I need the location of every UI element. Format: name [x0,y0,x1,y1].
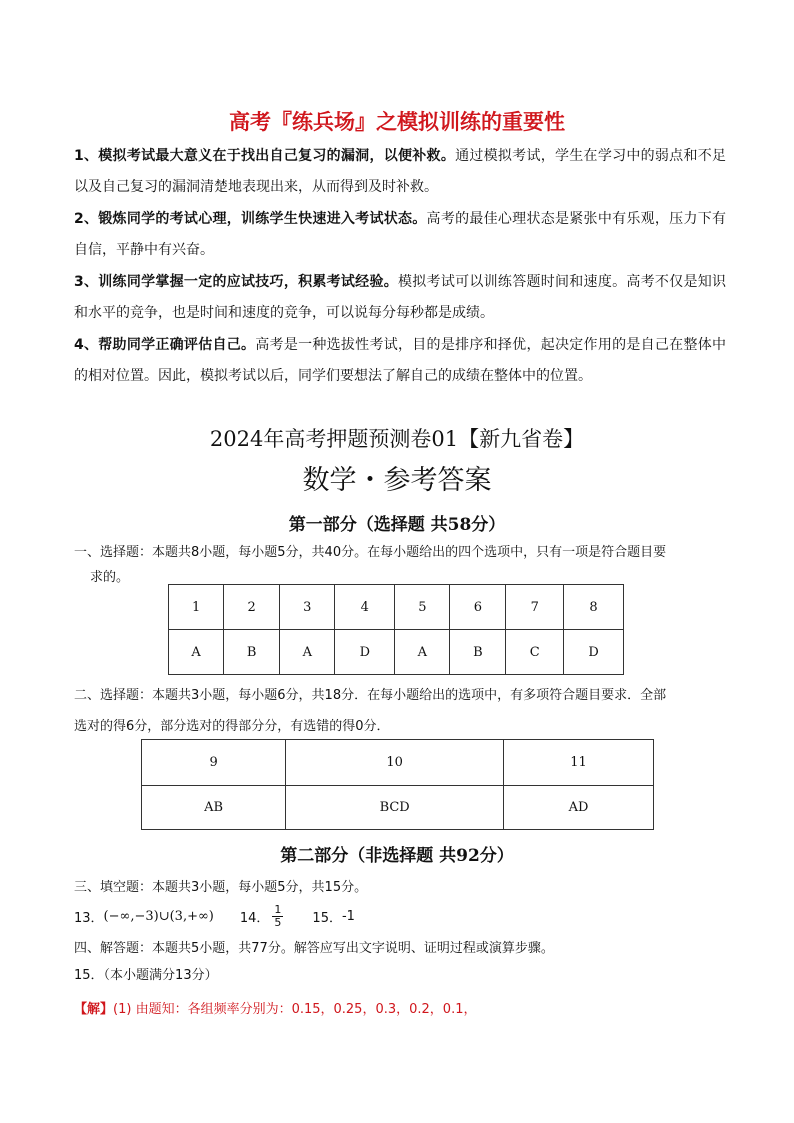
promo-item-1-bold: 1、模拟考试最大意义在于找出自己复习的漏洞，以便补救。 [74,148,456,164]
q14-answer-fraction [272,904,283,929]
answer-cell: D [335,630,395,675]
table-row [169,630,624,675]
section2-answer-table [141,739,654,830]
question-number-cell: 10 [286,740,504,786]
q15-heading: 15．（本小题满分13分） [74,968,218,983]
question-number-cell: 3 [280,585,335,630]
question-number-cell: 7 [506,585,564,630]
q15-label: 15． [312,910,342,926]
q15-answer: -1 [341,908,355,924]
promo-title: 高考『练兵场』之模拟训练的重要性 [229,110,565,134]
solution-text: (1) 由题知：各组频率分别为：0.15，0.25，0.3，0.2，0.1， [113,1002,477,1017]
answer-cell: B [450,630,506,675]
answer-cell: A [395,630,450,675]
table-row [169,585,624,630]
fill-in-answers [74,903,355,929]
q13-answer: (−∞,−3)∪(3,+∞) [103,908,214,924]
answer-cell: A [169,630,224,675]
answer-cell: D [564,630,624,675]
q14-denominator: 5 [274,915,282,929]
promo-item-2-bold: 2、锻炼同学的考试心理，训练学生快速进入考试状态。 [74,211,427,227]
promo-item-3-text: 模拟考试可以训练答题时间和速度。高考不仅是知识和水平的竞争，也是时间和速度的竞争，可以说每分每秒都是成绩。 [74,274,727,321]
question-number-cell: 5 [395,585,450,630]
section1-line2: 求的。 [90,570,130,585]
promo-item-2-text: 高考的最佳心理状态是紧张中有乐观，压力下有自信，平静中有兴奋。 [74,211,726,258]
section2-line2: 选对的得6分，部分选对的得部分分，有选错的得0分． [74,719,390,734]
question-number-cell: 11 [504,740,654,786]
answer-cell: C [506,630,564,675]
section4-heading: 四、解答题：本题共5小题，共77分。解答应写出文字说明、证明过程或演算步骤。 [74,941,554,956]
promo-item-4 [74,330,726,392]
section2-line1: 二、选择题：本题共3小题，每小题6分，共18分．在每小题给出的选项中，有多项符合题目要求．全部 [74,688,667,703]
section1-line1: 一、选择题：本题共8小题，每小题5分，共40分。在每小题给出的四个选项中，只有一项是符合题目要 [74,545,667,560]
answer-cell: BCD [286,786,504,830]
promo-item-4-text: 高考是一种选拔性考试，目的是排序和择优，起决定作用的是自己在整体中的相对位置。因此，模拟考试以后，同学们要想法了解自己的成绩在整体中的位置。 [74,337,726,384]
question-number-cell: 8 [564,585,624,630]
table-row [142,786,654,830]
promo-item-3 [74,267,726,329]
section1-answer-table [168,584,624,675]
table-row [142,740,654,786]
part2-title: 第二部分（非选择题 共92分） [280,846,514,866]
answer-cell: A [280,630,335,675]
promo-item-2 [74,204,726,266]
solution-line [74,998,476,1017]
promo-item-1 [74,141,726,203]
question-number-cell: 9 [142,740,286,786]
q13-label: 13． [74,910,104,926]
question-number-cell: 2 [224,585,280,630]
question-number-cell: 6 [450,585,506,630]
promo-item-3-bold: 3、训练同学掌握一定的应试技巧，积累考试经验。 [74,274,399,290]
section2-instructions [74,680,726,742]
section3-heading: 三、填空题：本题共3小题，每小题5分，共15分。 [74,880,368,895]
promo-item-1-text: 通过模拟考试，学生在学习中的弱点和不足以及自己复习的漏洞清楚地表现出来，从而得到及时补救。 [74,148,726,195]
answer-cell: B [224,630,280,675]
q14-label: 14． [239,910,270,926]
answer-cell: AD [504,786,654,830]
question-number-cell: 1 [169,585,224,630]
q14-numerator: 1 [274,902,282,916]
promo-item-4-bold: 4、帮助同学正确评估自己。 [74,337,256,353]
solution-tag: 【解】 [74,1002,114,1017]
subject-title: 数学・参考答案 [302,465,492,496]
exam-title: 2024年高考押题预测卷01【新九省卷】 [209,427,585,451]
part1-title: 第一部分（选择题 共58分） [288,515,506,535]
answer-cell: AB [142,786,286,830]
section1-instructions [74,540,726,590]
question-number-cell: 4 [335,585,395,630]
